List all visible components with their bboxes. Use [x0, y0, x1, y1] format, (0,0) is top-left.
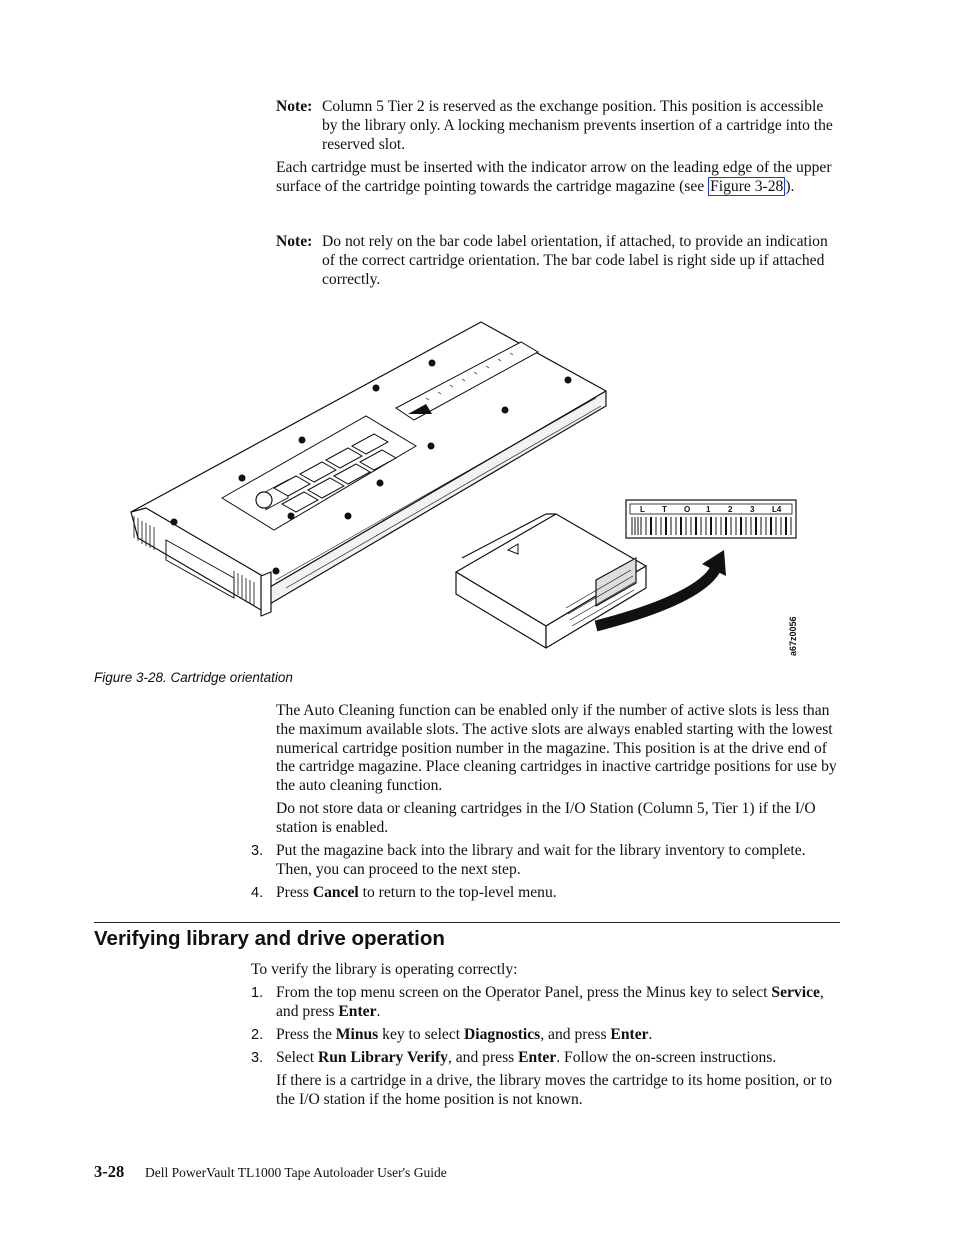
barcode-char: 3: [750, 505, 755, 514]
barcode-char: 2: [728, 505, 733, 514]
page-number: 3-28: [94, 1162, 125, 1181]
figure-caption: Figure 3-28. Cartridge orientation: [94, 670, 293, 685]
step-text: Put the magazine back into the library and wait for the library inventory to complete. Then, you can proceed to the next step.: [276, 842, 806, 878]
document-title: Dell PowerVault TL1000 Tape Autoloader User's Guide: [145, 1165, 447, 1180]
step-number: 3.: [251, 1050, 264, 1066]
barcode-char: L: [640, 505, 645, 514]
closing-paragraph: If there is a cartridge in a drive, the library moves the cartridge to its home position, or to the I/O station if the home position is not known.: [276, 1072, 833, 1108]
auto-cleaning-paragraph: The Auto Cleaning function can be enabled only if the number of active slots is less than the maximum available slots. The active slots are always enabled starting with the lowest numerical cartridge position number in the magazine. This position is at the drive end of the cartridge magazine. Place cleaning cartridges in inactive cartridge positions for use by the auto cleaning function.: [276, 702, 837, 795]
cartridge-orientation-figure: [126, 318, 816, 663]
paragraph-text: Each cartridge must be inserted with the indicator arrow on the leading edge of the upper surface of the cartridge pointing towards the cartridge magazine (see: [276, 159, 832, 195]
barcode-char: 1: [706, 505, 711, 514]
tape-cartridge: [456, 514, 646, 648]
section-intro: To verify the library is operating correctly:: [251, 961, 518, 978]
figure-3-28-link[interactable]: Figure 3-28: [710, 177, 784, 195]
barcode-char: T: [662, 505, 667, 514]
note-1: [276, 98, 842, 154]
step-text: From the top menu screen on the Operator Panel, press the Minus key to select Service, and press Enter.: [276, 984, 824, 1020]
note-text: Do not rely on the bar code label orientation, if attached, to provide an indication of the correct cartridge orientation. The bar code label is right side up if attached correctly.: [322, 233, 828, 288]
barcode-char: L4: [772, 505, 782, 514]
note-label: Note:: [276, 233, 313, 250]
step-number: 1.: [251, 985, 264, 1001]
step-number: 2.: [251, 1027, 264, 1043]
step-number: 3.: [251, 843, 264, 859]
note-2: [276, 233, 842, 289]
step-number: 4.: [251, 885, 264, 901]
paragraph-text-end: ).: [785, 177, 795, 195]
io-station-paragraph: Do not store data or cleaning cartridges in the I/O Station (Column 5, Tier 1) if the I/O station is enabled.: [276, 800, 816, 836]
figure-id: a67z0056: [788, 616, 798, 656]
barcode-char: O: [684, 505, 691, 514]
section-rule: [94, 922, 840, 923]
note-text: Column 5 Tier 2 is reserved as the exchange position. This position is accessible by the library only. A locking mechanism prevents insertion of a cartridge into the reserved slot.: [322, 98, 833, 153]
note-label: Note:: [276, 98, 313, 115]
cartridge-insertion-paragraph: [276, 159, 842, 197]
barcode-label: [626, 500, 796, 538]
section-heading: Verifying library and drive operation: [94, 927, 445, 950]
step-text: Select Run Library Verify, and press Enter. Follow the on-screen instructions.: [276, 1049, 777, 1066]
step-text: Press the Minus key to select Diagnostics, and press Enter.: [276, 1026, 653, 1043]
step-text: Press Cancel to return to the top-level menu.: [276, 884, 557, 901]
